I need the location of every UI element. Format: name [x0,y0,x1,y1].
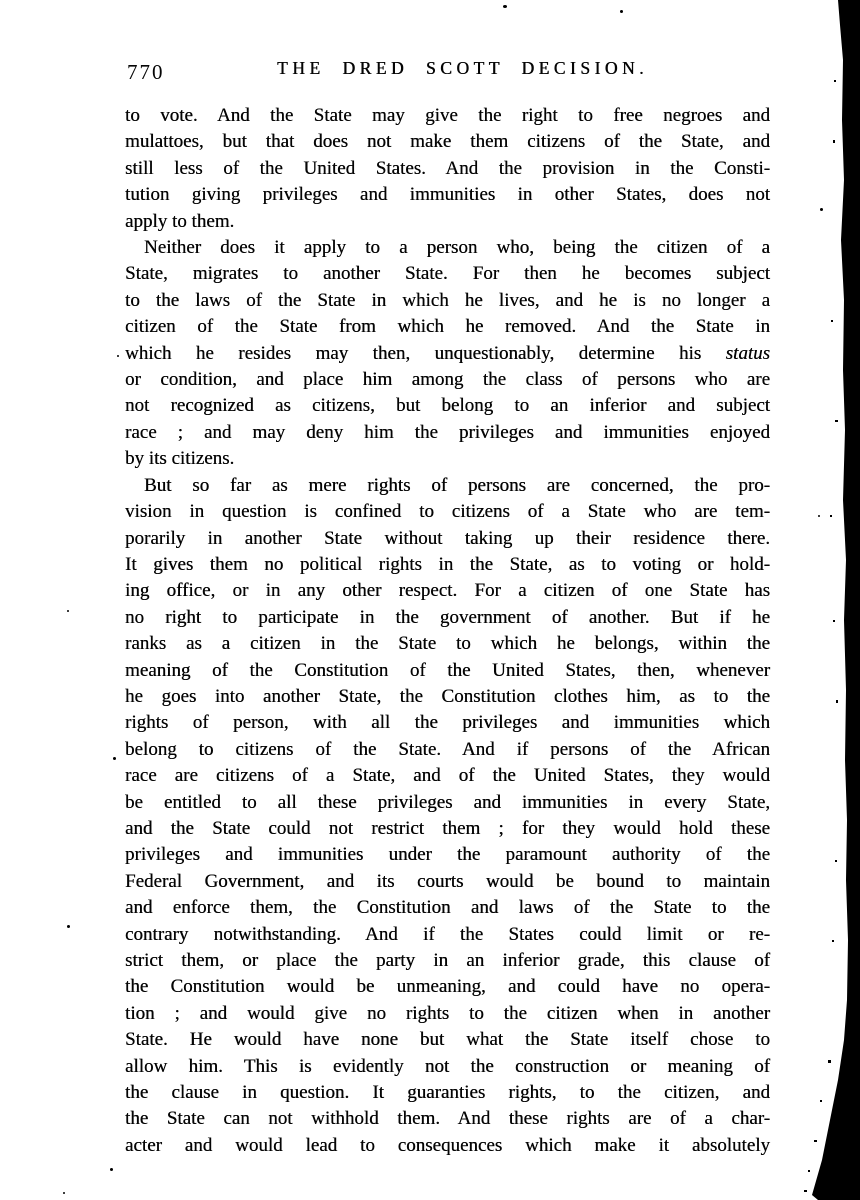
text-line: to vote. And the State may give the right to free negroes and [125,105,770,126]
scan-speck [117,355,119,357]
scan-speck [503,5,507,8]
text-line: porarily in another State without taking up their residence there. [125,527,770,549]
text-line: rights of person, with all the privileges and immunities which [125,712,770,734]
paragraph [125,473,770,1160]
page-number: 770 [127,60,165,84]
text-line: mulattoes, but that does not make them citizens of the State, and [125,131,770,153]
text-line: to the laws of the State in which he lives, and he is no longer a [125,289,770,311]
scan-speck [67,925,70,928]
scan-speck [113,757,116,760]
paragraph [125,103,770,235]
text-line: citizen of the State from which he removed. And the State in [125,316,770,338]
text-line: be entitled to all these privileges and immunities in every State, [125,791,770,813]
text-line: and enforce them, the Constitution and laws of the State to the [125,897,770,919]
text-line: ranks as a citizen in the State to which he belongs, within the [125,633,770,655]
text-line: tution giving privileges and immunities in other States, does not [125,184,770,206]
text-line: the State can not withhold them. And these rights are of a char- [125,1108,770,1130]
binding-shadow [800,0,860,1200]
text-line: But so far as mere rights of persons are concerned, the pro- [144,474,770,496]
text-line: strict them, or place the party in an inferior grade, this clause of [125,950,770,971]
text-line: It gives them no political rights in the State, as to voting or hold- [125,553,770,575]
paragraph [125,235,770,473]
page-content [125,58,770,1159]
text-line: not recognized as citizens, but belong to an inferior and subject [125,395,770,417]
scan-speck [63,1192,65,1194]
text-line: the clause in question. It guaranties rights, to the citizen, and [125,1082,770,1104]
page-title: THE DRED SCOTT DECISION. [277,58,648,78]
scan-speck [67,610,69,612]
text-line: and the State could not restrict them ; for they would hold these [125,817,770,839]
scan-speck [620,10,623,13]
text-line: allow him. This is evidently not the construction or meaning of [125,1055,770,1077]
text-line: belong to citizens of the State. And if persons of the African [125,738,770,760]
text-line: contrary notwithstanding. And if the States could limit or re- [125,923,770,945]
running-head [125,58,770,86]
text-line: State, migrates to another State. For then he becomes subject [125,263,770,285]
page-body [125,103,770,1159]
text-line: Federal Government, and its courts would be bound to maintain [125,870,770,892]
text-line: by its citizens. [125,448,235,470]
text-line: State. He would have none but what the State itself chose to [125,1029,770,1051]
text-line: ing office, or in any other respect. For a citizen of one State has [125,580,770,602]
text-line: which he resides may then, unquestionably, determine his status [125,342,770,364]
text-line: privileges and immunities under the paramount authority of the [125,844,770,866]
text-line: still less of the United States. And the provision in the Consti- [125,157,770,179]
text-line: no right to participate in the government of another. But if he [125,606,770,628]
text-line: race ; and may deny him the privileges and immunities enjoyed [125,421,770,443]
text-line: tion ; and would give no rights to the citizen when in another [125,1002,770,1024]
italic-word: status [725,342,770,364]
text-line: he goes into another State, the Constitution clothes him, as to the [125,685,770,707]
text-line: vision in question is confined to citizens of a State who are tem- [125,501,770,523]
scan-speck [818,515,820,517]
text-line: race are citizens of a State, and of the United States, they would [125,765,770,787]
text-line: Neither does it apply to a person who, being the citizen of a [144,237,770,259]
text-line: the Constitution would be unmeaning, and could have no opera- [125,976,770,998]
text-line: or condition, and place him among the class of persons who are [125,369,770,391]
scan-speck [820,208,823,211]
scan-speck [110,1168,113,1171]
text-line: apply to them. [125,210,235,232]
text-line: acter and would lead to consequences which make it absolutely [125,1134,770,1156]
text-line: meaning of the Constitution of the United States, then, whenever [125,659,770,681]
